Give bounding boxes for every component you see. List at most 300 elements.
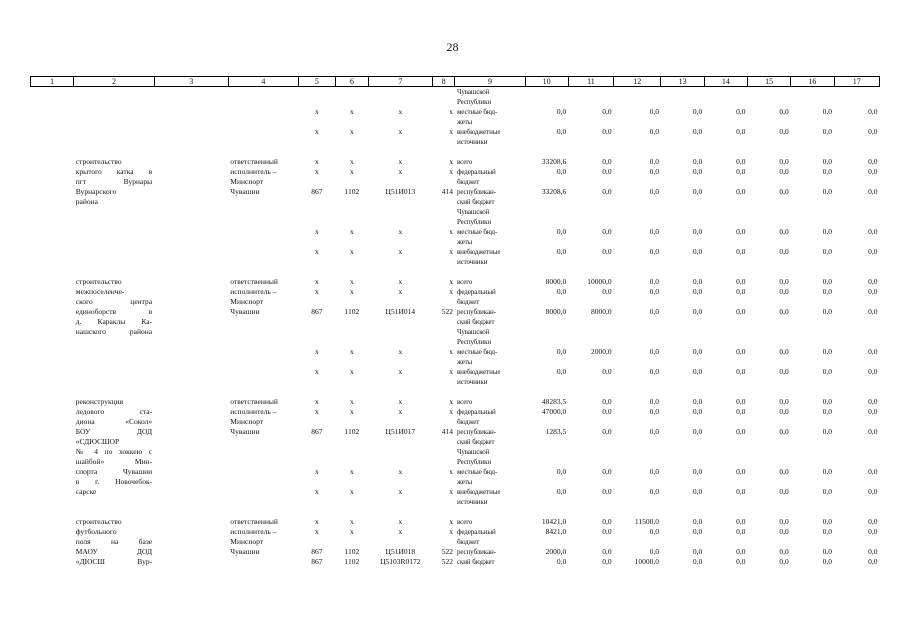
table-row [31,167,880,187]
table-cell: 0,0 [736,427,746,436]
table-cell: 0,0 [736,467,746,476]
table-cell: 0,0 [649,547,659,556]
table-cell: 0,0 [649,367,659,376]
table-cell: местные бюд- жеты [456,108,498,126]
table-cell: 33208,6 [541,157,567,166]
table-cell: Чувашии [230,187,260,196]
table-cell: 1102 [344,547,360,556]
table-cell: 0,0 [556,127,567,136]
table-cell: 0,0 [868,157,878,166]
table-cell: 0,0 [692,307,703,316]
table-row [31,227,880,247]
table-cell: исполнитель – Минспорт [230,527,277,546]
table-cell: 0,0 [868,487,878,496]
table-row [31,487,880,507]
table-cell: спорта Чувашии в г. Новочебок- [75,467,153,486]
table-cell: 0,0 [868,427,878,436]
table-cell [74,107,154,127]
table-cell: межпоселенче- ского центра [75,287,153,306]
table-cell: 0,0 [602,557,612,566]
table-cell [704,87,747,108]
table-row [31,547,880,557]
table-cell: 0,0 [649,467,659,476]
table-cell [31,557,74,567]
table-row [31,427,880,467]
table-cell: 0,0 [736,407,746,416]
table-cell [31,167,74,187]
table-cell: 0,0 [649,397,659,406]
table-cell [154,547,228,557]
table-cell: х [449,167,453,176]
table-cell: 0,0 [602,467,612,476]
table-cell: х [315,127,319,136]
table-cell: х [350,367,354,376]
table-cell: 0,0 [692,487,703,496]
table-cell [31,547,74,557]
table-cell: 0,0 [556,107,567,116]
table-cell: х [449,277,453,286]
table-cell: 867 [311,187,323,196]
table-cell: 0,0 [736,277,746,286]
table-cell: 0,0 [556,167,567,176]
table-cell: 0,0 [736,247,746,256]
table-cell: х [398,127,403,136]
table-cell [154,397,228,407]
table-cell: республикан- ский бюджет Чувашской Республики [456,428,496,466]
table-cell [154,287,228,307]
table-cell: 0,0 [556,487,567,496]
table-cell: х [315,397,319,406]
table-cell: 0,0 [649,527,659,536]
table-cell: х [449,127,453,136]
table-cell: х [315,527,319,536]
table-cell: 0,0 [556,557,567,566]
table-cell [228,247,298,267]
table-cell: 2000,0 [590,347,612,356]
table-cell [31,187,74,227]
table-cell: 0,0 [736,487,746,496]
table-cell: 0,0 [692,397,703,406]
table-cell [31,157,74,167]
table-cell: х [350,167,354,176]
column-header: 14 [704,77,747,87]
table-cell: 0,0 [692,227,703,236]
table-cell: 0,0 [692,347,703,356]
table-cell: 10000,0 [634,557,659,566]
table-cell [154,557,228,567]
table-cell: 2000,0 [545,547,567,556]
table-cell: 0,0 [868,407,878,416]
spacer-cell [31,267,880,277]
table-cell [154,367,228,387]
column-header: 4 [228,77,298,87]
table-row [31,557,880,567]
column-header: 6 [335,77,368,87]
table-cell: 0,0 [556,347,567,356]
table-cell [525,87,568,108]
table-cell: х [350,227,354,236]
table-cell: 0,0 [736,307,746,316]
table-row [31,347,880,367]
table-row [31,467,880,487]
table-cell: 0,0 [779,367,789,376]
table-cell [31,347,74,367]
table-cell: 0,0 [649,407,659,416]
table-cell: крытого катка в пгт Вурнары [75,167,153,186]
table-cell: 522 [441,547,453,556]
column-header: 12 [614,77,661,87]
table-cell: 0,0 [692,557,703,566]
table-cell: х [315,487,319,496]
table-cell: 0,0 [736,187,746,196]
table-cell: Ц51И014 [385,307,416,316]
table-cell: всего [456,158,473,166]
table-cell: 8000,0 [590,307,612,316]
table-cell: 522 [441,307,453,316]
row-spacer [31,147,880,157]
table-cell: всего [456,398,473,406]
table-cell [154,247,228,267]
table-cell [154,407,228,427]
table-cell: местные бюд- жеты [456,348,498,366]
table-cell: 1102 [344,307,360,316]
table-cell: 0,0 [779,307,789,316]
table-cell: х [350,517,354,526]
table-cell: 0,0 [822,407,833,416]
table-cell: внебюджетные источники [456,368,501,386]
table-cell: 0,0 [868,517,878,526]
table-cell: 10421,0 [541,517,567,526]
table-cell: х [398,227,403,236]
table-row [31,527,880,547]
table-cell [31,277,74,287]
table-cell: 1102 [344,187,360,196]
table-cell: 0,0 [649,277,659,286]
table-cell: 0,0 [779,107,789,116]
table-cell: 0,0 [602,287,612,296]
table-cell: исполнитель – Минспорт [230,167,277,186]
table-cell: 522 [441,557,453,566]
table-cell: 414 [441,187,453,196]
table-cell [834,87,879,108]
table-cell: х [398,107,403,116]
table-cell: 0,0 [868,247,878,256]
table-cell: МАОУ ДОД [75,547,153,556]
table-cell: 10000,0 [587,277,612,286]
table-cell [31,107,74,127]
table-cell: х [315,167,319,176]
table-cell: 0,0 [868,367,878,376]
table-cell: 0,0 [868,307,878,316]
table-cell: х [449,107,453,116]
table-cell: х [350,407,354,416]
table-cell [154,127,228,147]
table-cell [154,167,228,187]
table-cell: х [449,287,453,296]
table-cell [661,87,704,108]
table-cell: 8000,0 [545,277,567,286]
table-cell: х [398,527,403,536]
table-cell: х [315,277,319,286]
table-row [31,407,880,427]
table-cell: х [398,277,403,286]
table-cell: 0,0 [692,407,703,416]
table-cell: 0,0 [822,367,833,376]
table-cell [74,367,154,387]
table-cell: 0,0 [736,347,746,356]
table-cell: 867 [311,547,323,556]
table-cell: единоборств в д. Караклы Ка- нашского района [75,307,153,336]
table-cell [228,367,298,387]
table-cell: х [449,397,453,406]
table-cell: 0,0 [736,127,746,136]
table-cell: 0,0 [602,397,612,406]
table-cell: 1283,5 [545,427,567,436]
table-cell [31,227,74,247]
table-cell: 0,0 [602,247,612,256]
table-cell [154,107,228,127]
table-cell: ответственный [230,397,278,406]
table-cell: 0,0 [868,527,878,536]
table-cell: 0,0 [736,227,746,236]
table-cell: 0,0 [822,247,833,256]
table-cell: 47000,0 [541,407,567,416]
column-header: 15 [748,77,791,87]
table-cell: строительство [75,157,122,166]
table-cell: ледового ста- диона «Сокол» [75,407,153,426]
table-cell: 0,0 [779,157,789,166]
table-cell: 0,0 [868,547,878,556]
table-cell [154,427,228,467]
table-cell: 0,0 [868,107,878,116]
table-cell [568,87,613,108]
table-cell: х [398,517,403,526]
table-cell [228,467,298,487]
table-cell: 0,0 [822,557,833,566]
table-cell: 0,0 [692,527,703,536]
table-row [31,127,880,147]
table-cell: 867 [311,307,323,316]
table-row [31,247,880,267]
table-cell: Вурнарского района [75,187,117,206]
table-cell: внебюджетные источники [456,248,501,266]
table-cell: 0,0 [822,107,833,116]
table-cell [614,87,661,108]
table-cell: 0,0 [822,287,833,296]
table-cell [74,227,154,247]
table-cell: ответственный [230,157,278,166]
table-cell [31,397,74,407]
table-cell: х [350,247,354,256]
table-cell [31,367,74,387]
table-cell [74,87,154,108]
table-cell: Ц51И018 [385,547,416,556]
table-cell: 0,0 [779,467,789,476]
table-cell [154,227,228,247]
table-cell: 0,0 [602,187,612,196]
table-cell: 0,0 [822,307,833,316]
table-row [31,187,880,227]
table-cell: х [350,277,354,286]
table-cell: х [315,247,319,256]
table-cell: 0,0 [602,107,612,116]
table-cell [154,347,228,367]
table-row [31,397,880,407]
table-cell: х [449,157,453,166]
table-cell: х [449,247,453,256]
table-cell [31,127,74,147]
table-cell: 0,0 [779,167,789,176]
table-cell: 0,0 [779,247,789,256]
table-cell: х [449,527,453,536]
table-cell [31,407,74,427]
table-cell: 0,0 [868,167,878,176]
table-cell: Чувашии [230,427,260,436]
table-cell: 0,0 [649,287,659,296]
table-cell: 0,0 [649,227,659,236]
table-cell: х [449,367,453,376]
table-cell: 33208,6 [541,187,567,196]
table-cell: х [315,107,319,116]
table-cell: 0,0 [822,487,833,496]
column-header: 16 [791,77,834,87]
table-cell [31,247,74,267]
column-header: 17 [834,77,879,87]
table-row [31,367,880,387]
table-cell: 0,0 [736,397,746,406]
table-cell [154,307,228,347]
table-cell: х [350,527,354,536]
table-cell: х [449,517,453,526]
table-cell: 0,0 [779,557,789,566]
table-cell: 0,0 [779,287,789,296]
table-cell [31,517,74,527]
column-header: 10 [525,77,568,87]
table-cell: реконструкция [75,397,124,406]
table-cell: 867 [311,427,323,436]
table-cell: Ц51И017 [385,427,416,436]
table-cell: 8000,0 [545,307,567,316]
table-cell: Чувашии [230,307,260,316]
table-row [31,87,880,108]
table-cell: х [398,487,403,496]
table-cell: 48283,5 [541,397,567,406]
column-header: 2 [74,77,154,87]
table-cell: 0,0 [556,247,567,256]
table-cell [228,347,298,367]
table-cell: х [350,347,354,356]
table-cell: всего [456,278,473,286]
column-header: 1 [31,77,74,87]
table-cell: 0,0 [868,277,878,286]
table-cell [154,527,228,547]
table-cell: 0,0 [822,517,833,526]
table-cell: 0,0 [692,127,703,136]
table-cell: 0,0 [779,397,789,406]
column-header: 13 [661,77,704,87]
table-cell: х [315,407,319,416]
table-cell: 0,0 [822,467,833,476]
table-cell [31,427,74,467]
table-cell: внебюджетные источники [456,128,501,146]
table-cell: «ДЮСШ Вур- [75,557,153,566]
table-cell: БОУ ДОД «СДЮСШОР № 4 по хоккею с шайбой» Мин- [75,427,153,466]
table-cell: х [315,367,319,376]
table-cell [74,127,154,147]
table-cell: 0,0 [868,347,878,356]
table-row [31,307,880,347]
table-cell: строительство [75,517,122,526]
table-cell: 0,0 [602,157,612,166]
table-cell [228,487,298,507]
table-cell [74,247,154,267]
table-cell [31,487,74,507]
spacer-cell [31,147,880,157]
table-cell: 0,0 [736,157,746,166]
table-cell: 0,0 [649,247,659,256]
table-cell: 0,0 [602,367,612,376]
table-cell: х [315,467,319,476]
table-cell: Ц5103R0172 [380,557,421,566]
table-cell: 0,0 [779,487,789,496]
spacer-cell [31,507,880,517]
table-cell: 0,0 [692,547,703,556]
table-cell [228,87,298,108]
table-cell: 867 [311,557,323,566]
table-cell: 0,0 [779,517,789,526]
table-cell: 0,0 [779,407,789,416]
table-cell: федеральный бюджет [456,528,496,546]
table-cell: 1102 [344,427,360,436]
column-header: 3 [154,77,228,87]
table-cell: 0,0 [822,187,833,196]
table-cell: 0,0 [779,527,789,536]
table-cell: 0,0 [779,277,789,286]
table-cell: 0,0 [736,547,746,556]
table-cell [432,87,455,108]
table-cell [748,87,791,108]
column-header: 5 [298,77,335,87]
table-cell: 1102 [344,557,360,566]
table-cell: 0,0 [602,427,612,436]
table-cell [228,107,298,127]
table-cell: местные бюд- жеты [456,468,498,486]
table-cell: х [449,487,453,496]
table-cell: 0,0 [692,287,703,296]
table-cell: 0,0 [602,547,612,556]
table-cell: 0,0 [649,187,659,196]
table-cell: исполнитель – Минспорт [230,287,277,306]
table-cell [74,347,154,367]
table-row [31,287,880,307]
table-cell: х [350,127,354,136]
table-cell: 0,0 [822,167,833,176]
table-cell: 0,0 [649,107,659,116]
table-cell: 0,0 [868,557,878,566]
column-header: 7 [368,77,432,87]
table-cell: всего [456,518,473,526]
table-cell: х [398,407,403,416]
table-body [31,87,880,568]
table-cell: х [449,227,453,236]
table-cell: федеральный бюджет [456,288,496,306]
table-cell: 0,0 [556,367,567,376]
table-cell: 0,0 [822,157,833,166]
table-cell: 0,0 [868,227,878,236]
table-cell [31,527,74,547]
table-cell: 0,0 [556,227,567,236]
row-spacer [31,387,880,397]
